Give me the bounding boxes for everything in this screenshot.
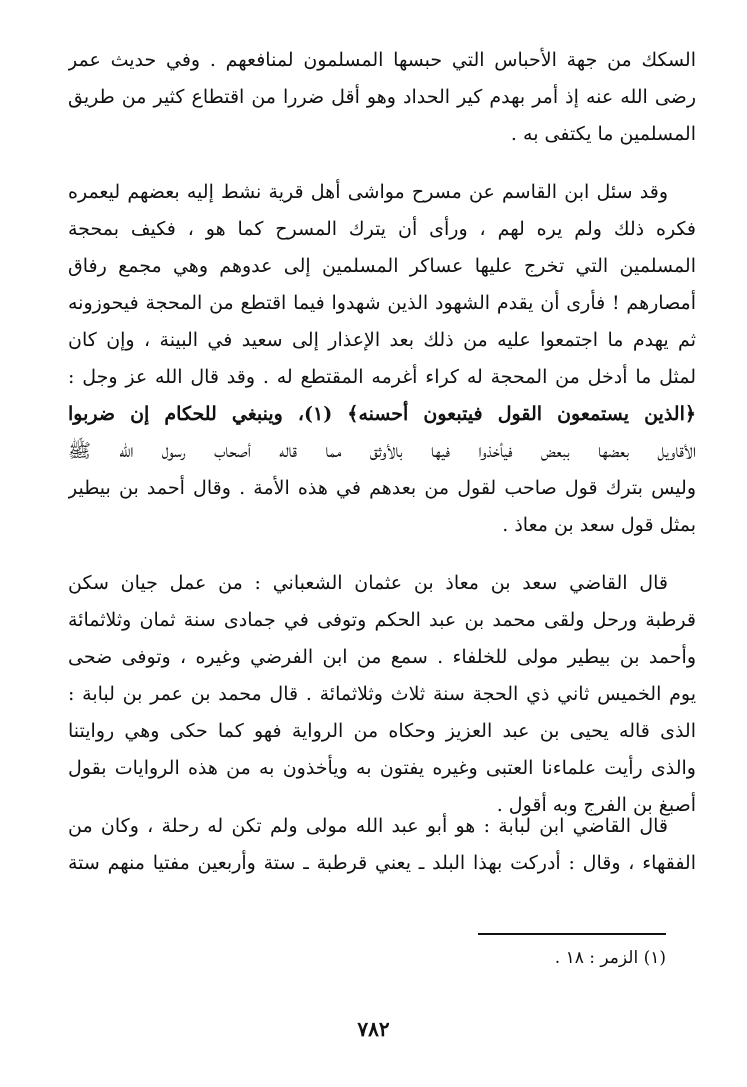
text-line: أمصارهم ! فأرى أن يقدم الشهود الذين شهدوا فيما اقتطع من المحجة فيحوزونه bbox=[68, 292, 696, 314]
text-line: الذى قاله يحيى بن عبد العزيز وحكاه من الرواية فهو كما حكى وهي روايتنا bbox=[68, 720, 696, 742]
paragraph-2 bbox=[68, 174, 696, 544]
text-line: أصبغ بن الفرج وبه أقول . bbox=[496, 794, 696, 816]
paragraph-1 bbox=[68, 42, 696, 153]
paragraph-4 bbox=[68, 808, 696, 882]
paragraph-3 bbox=[68, 565, 696, 824]
text-line: وقد سئل ابن القاسم عن مسرح مواشى أهل قرية نشط إليه بعضهم ليعمره bbox=[68, 181, 668, 203]
text-line: السكك من جهة الأحباس التي حبسها المسلمون لمنافعهم . وفي حديث عمر bbox=[68, 49, 696, 71]
text-line: قال القاضي ابن لبابة : هو أبو عبد الله مولى ولم تكن له رحلة ، وكان من bbox=[68, 815, 668, 837]
text-line: رضى الله عنه إذ أمر بهدم كير الحداد وهو أقل ضررا من اقتطاع كثير من طريق bbox=[68, 86, 696, 108]
text-line: المسلمين التي تخرج عليها عساكر المسلمين إلى عدوهم وهي مجمع رفاق bbox=[68, 255, 696, 277]
quran-verse-line: ﴿الذين يستمعون القول فيتبعون أحسنه﴾ (١)، وينبغي للحكام إن ضربوا bbox=[68, 403, 696, 425]
text-line: المسلمين ما يكتفى به . bbox=[510, 123, 696, 145]
text-line: الأقاويل بعضها ببعض فيأخذوا فيها بالأوثق مما قاله أصحاب رسول الله ﷺ bbox=[68, 440, 696, 462]
text-line: والذى رأيت علماءنا العتبى وغيره يفتون به ويأخذون به من هذه الروايات بقول bbox=[68, 757, 696, 779]
text-line: لمثل ما أدخل من المحجة له كراء أغرمه المقتطع له . وقد قال الله عز وجل : bbox=[68, 366, 696, 388]
text-line: فكره ذلك ولم يره لهم ، ورأى أن يترك المسرح كما هو ، فكيف بمحجة bbox=[68, 218, 696, 240]
text-line: قال القاضي سعد بن معاذ بن عثمان الشعباني : من عمل جيان سكن bbox=[68, 572, 668, 594]
text-line: الفقهاء ، وقال : أدركت بهذا البلد ـ يعني قرطبة ـ ستة وأربعين مفتيا منهم ستة bbox=[68, 852, 696, 874]
page-number: ٧٨٢ bbox=[357, 1017, 390, 1041]
text-line: وأحمد بن بيطير مولى للخلفاء . سمع من ابن الفرضي وغيره ، وتوفى ضحى bbox=[68, 646, 696, 668]
footnote: (١) الزمر : ١٨ . bbox=[554, 948, 666, 968]
footnote-divider bbox=[478, 933, 666, 935]
text-line: يوم الخميس ثاني ذي الحجة سنة ثلاث وثلاثمائة . قال محمد بن عمر بن لبابة : bbox=[68, 683, 696, 705]
text-line: ثم يهدم ما اجتمعوا عليه من ذلك بعد الإعذار إلى سعيد في البينة ، وإن كان bbox=[68, 329, 696, 351]
text-line: قرطبة ورحل ولقى محمد بن عبد الحكم وتوفى في جمادى سنة ثمان وثلاثمائة bbox=[68, 609, 696, 631]
text-line: بمثل قول سعد بن معاذ . bbox=[502, 514, 696, 536]
text-line: وليس بترك قول صاحب لقول من بعدهم في هذه الأمة . وقال أحمد بن بيطير bbox=[68, 477, 696, 499]
